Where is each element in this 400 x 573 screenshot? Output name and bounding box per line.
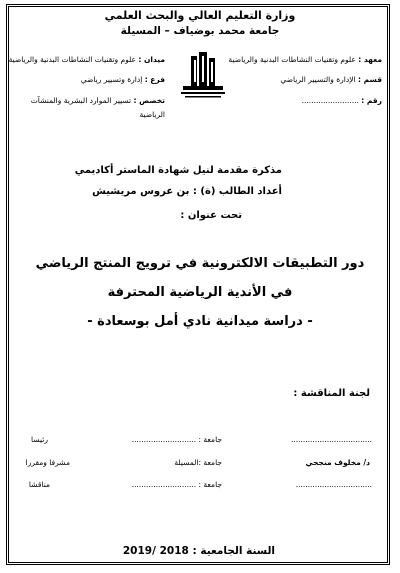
academic-year: السنة الجامعية : 2018 /2019 bbox=[122, 545, 275, 557]
department-label: قسم : bbox=[357, 75, 382, 84]
specialty-value-line1: تسيير الموارد البشرية والمنشآت bbox=[30, 96, 132, 105]
thesis-title bbox=[30, 256, 370, 343]
committee-row-2-university: جامعة :المسيلة bbox=[174, 458, 222, 467]
memo-statement: مذكرة مقدمة لنيل شهادة الماستر أكاديمي bbox=[74, 165, 282, 176]
committee-row-1-university: جامعة : ........................... bbox=[131, 435, 222, 444]
branch-line bbox=[81, 75, 165, 84]
committee-row-1-name: .................................. bbox=[290, 435, 372, 444]
committee-heading: لجنة المناقشة : bbox=[293, 388, 370, 399]
field-line bbox=[9, 55, 165, 64]
institute-line bbox=[228, 55, 382, 64]
specialty-line bbox=[31, 96, 165, 105]
committee-row-1-role: رئيسا bbox=[31, 435, 48, 444]
committee-row-2-name: د/ مخلوف منجحي bbox=[305, 458, 370, 467]
committee-row-3-role: مناقشا bbox=[28, 480, 50, 489]
department-value: الإدارة والتسيير الرياضي bbox=[280, 75, 356, 84]
university-logo bbox=[177, 50, 229, 102]
committee-row-3-name: ................................ bbox=[295, 480, 372, 489]
number-dots: ........................ bbox=[301, 96, 359, 105]
institute-value: علوم وتقنيات النشاطات البدنية والرياضية bbox=[228, 55, 356, 64]
branch-label: فرع : bbox=[144, 75, 165, 84]
institute-label: معهد : bbox=[358, 55, 382, 64]
ministry-name: وزارة التعليم العالي والبحث العلمي bbox=[104, 9, 296, 22]
thesis-title-line1: دور التطبيقات الالكترونية في ترويج المنتج الرياضي bbox=[35, 256, 365, 271]
student-line: أعداد الطالب (ة) : بن عروس مريشيش bbox=[92, 186, 282, 197]
field-value: علوم وتقنيات النشاطات البدنية والرياضية bbox=[8, 55, 136, 64]
number-line bbox=[302, 96, 382, 105]
thesis-title-line3: - دراسة ميدانية نادي أمل بوسعادة - bbox=[87, 314, 313, 329]
specialty-value-line2: الرياضية bbox=[139, 110, 165, 119]
number-label: رقم : bbox=[361, 96, 382, 105]
university-name: جامعة محمد بوضياف – المسيلة bbox=[120, 25, 280, 37]
branch-value: إدارة وتسيير رياضي bbox=[80, 75, 143, 84]
department-line bbox=[280, 75, 382, 84]
specialty-label: تخصص : bbox=[133, 96, 165, 105]
field-label: ميدان : bbox=[138, 55, 165, 64]
title-intro: تحت عنوان : bbox=[180, 210, 242, 221]
committee-row-2-role: مشرفا ومقررا bbox=[25, 458, 70, 467]
committee-row-3-university: جامعة : ........................... bbox=[131, 480, 222, 489]
thesis-title-line2: في الأندية الرياضية المحترفة bbox=[107, 285, 293, 300]
